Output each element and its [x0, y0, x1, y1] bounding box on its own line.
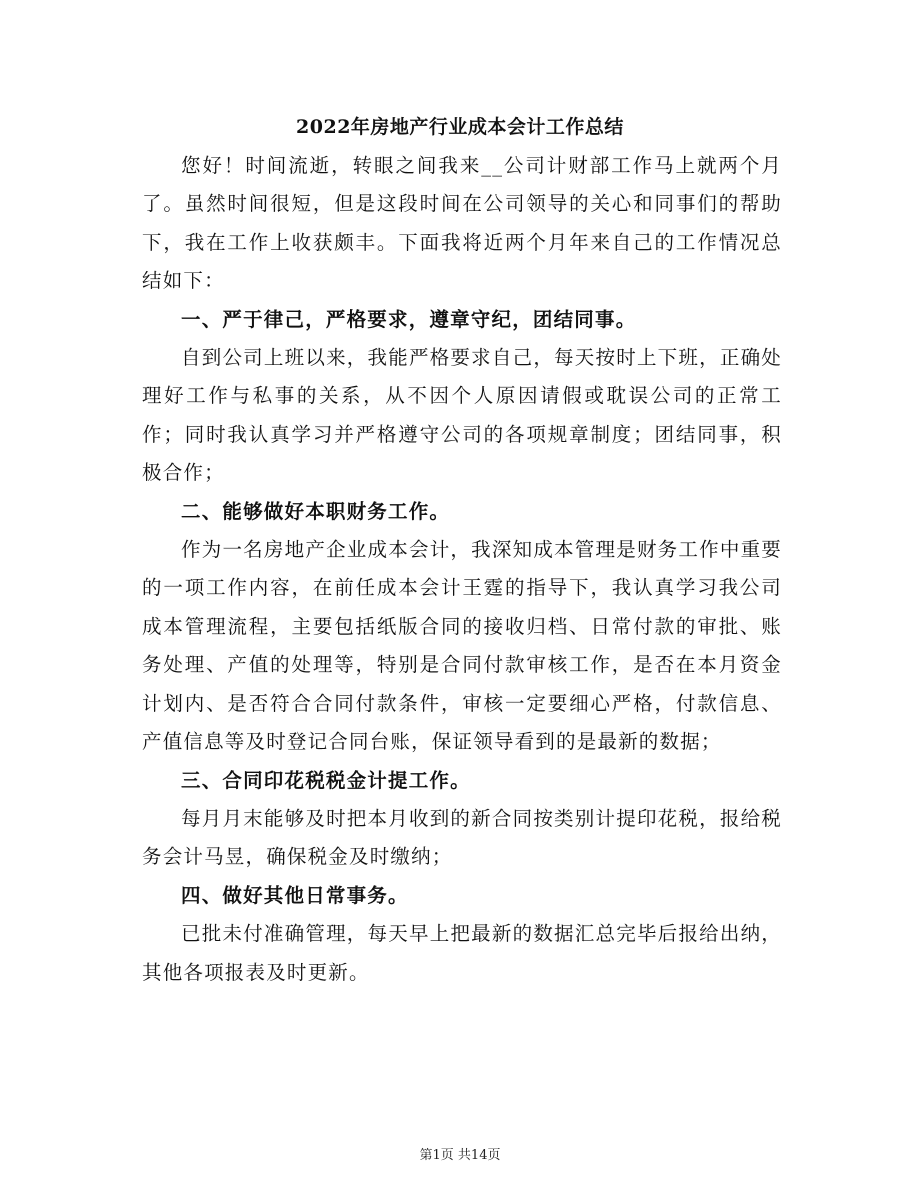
section-heading-2: 二、能够做好本职财务工作。: [181, 499, 451, 523]
document-body: [142, 147, 782, 992]
section-paragraph-1: 自到公司上班以来，我能严格要求自己，每天按时上下班，正确处理好工作与私事的关系，从不因个人原因请假或耽误公司的正常工作；同时我认真学习并严格遵守公司的各项规章制度；团结同事，积极合作；: [142, 346, 782, 485]
section-paragraph-3: 每月月末能够及时把本月收到的新合同按类别计提印花税，报给税务会计马昱，确保税金及时缴纳；: [142, 806, 782, 869]
page-number: 第1页 共14页: [419, 1148, 501, 1163]
section-paragraph-4: 已批未付准确管理，每天早上把最新的数据汇总完毕后报给出纳，其他各项报表及时更新。: [142, 922, 782, 984]
section-heading-1: 一、严于律己，严格要求，遵章守纪，团结同事。: [181, 307, 637, 331]
section-paragraph-2: 作为一名房地产企业成本会计，我深知成本管理是财务工作中重要的一项工作内容，在前任成本会计王霆的指导下，我认真学习我公司成本管理流程，主要包括纸版合同的接收归档、日常付款的审批、账务处理、产值的处理等，特别是合同付款审核工作，是否在本月资金计划内、是否符合合同付款条件，审核一定要细心严格，付款信息、产值信息等及时登记合同台账，保证领导看到的是最新的数据；: [142, 538, 782, 754]
document-title: 2022年房地产行业成本会计工作总结: [296, 116, 624, 138]
section-heading-3: 三、合同印花税税金计提工作。: [181, 768, 471, 792]
section-heading-4: 四、做好其他日常事务。: [181, 883, 409, 907]
intro-paragraph: 您好！时间流逝，转眼之间我来__公司计财部工作马上就两个月了。虽然时间很短，但是这段时间在公司领导的关心和同事们的帮助下，我在工作上收获颇丰。下面我将近两个月年来自己的工作情况总结如下：: [142, 154, 782, 293]
